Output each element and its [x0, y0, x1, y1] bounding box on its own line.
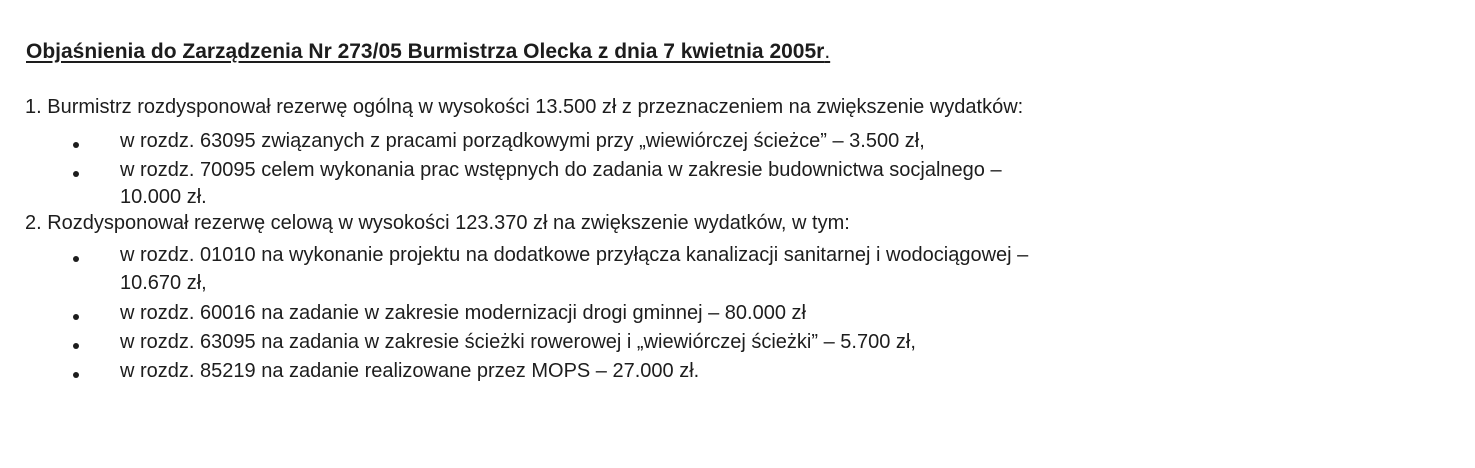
bullet-marker	[73, 343, 79, 349]
item-1-bullet-2-line-2: 10.000 zł.	[120, 186, 207, 208]
document-title-suffix: .	[824, 40, 831, 63]
item-2-bullet-2-line-1: w rozdz. 60016 na zadanie w zakresie modernizacji drogi gminnej – 80.000 zł	[120, 302, 806, 324]
bullet-marker	[73, 372, 79, 378]
item-1-text: 1. Burmistrz rozdysponował rezerwę ogólną w wysokości 13.500 zł z przeznaczeniem na zwiększenie wydatków:	[25, 96, 1024, 118]
document-title	[26, 40, 830, 64]
item-1-bullet-1-line-1: w rozdz. 63095 związanych z pracami porządkowymi przy „wiewiórczej ścieżce” – 3.500 zł,	[120, 130, 925, 152]
item-2-bullet-1-line-1: w rozdz. 01010 na wykonanie projektu na dodatkowe przyłącza kanalizacji sanitarnej i wodociągowej –	[120, 244, 1029, 266]
item-2-bullet-1-line-2: 10.670 zł,	[120, 272, 207, 294]
item-2-bullet-3-line-1: w rozdz. 63095 na zadania w zakresie ścieżki rowerowej i „wiewiórczej ścieżki” – 5.700 zł,	[120, 331, 916, 353]
item-2-text: 2. Rozdysponował rezerwę celową w wysokości 123.370 zł na zwiększenie wydatków, w tym:	[25, 212, 850, 234]
bullet-marker	[73, 256, 79, 262]
bullet-marker	[73, 142, 79, 148]
bullet-marker	[73, 171, 79, 177]
item-2-bullet-4-line-1: w rozdz. 85219 na zadanie realizowane przez MOPS – 27.000 zł.	[120, 360, 700, 382]
item-1-bullet-2-line-1: w rozdz. 70095 celem wykonania prac wstępnych do zadania w zakresie budownictwa socjalnego –	[120, 159, 1002, 181]
document-title-text: Objaśnienia do Zarządzenia Nr 273/05 Burmistrza Olecka z dnia 7 kwietnia 2005r	[26, 40, 825, 63]
bullet-marker	[73, 314, 79, 320]
